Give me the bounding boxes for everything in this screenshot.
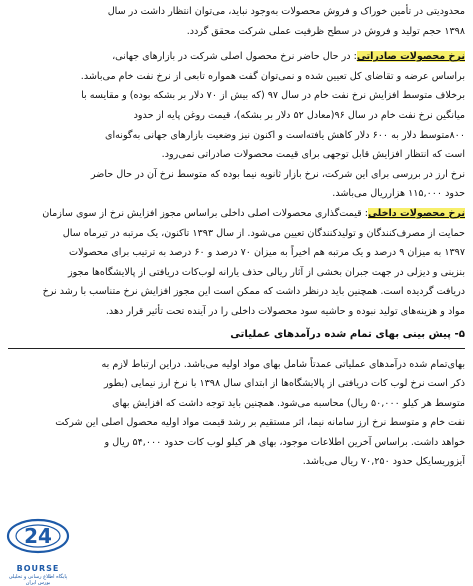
domestic-section-line-5: دریافت گردیده است. همچنین باید درنظر داشت که ممکن است این مجوز افزایش نرخ متناسب با رشد نرخ	[42, 286, 465, 298]
export-section-line-5: ۸۰۰متوسط دلار به ۶۰۰ دلار کاهش یافته‌است و اکنون نیز وضعیت بازارهای جهانی به‌گونه‌ای	[104, 129, 465, 141]
domestic-section-intro: : قیمت‌گذاری محصولات اصلی داخلی براساس مجوز افزایش نرخ از سوی سازمان	[42, 207, 368, 219]
bourse-logo-tagline: پایگاه اطلاع رسانی و تحلیلی بورس ایران	[8, 574, 68, 586]
document-page	[8, 2, 465, 472]
paragraph-5-line-4: نفت خام و متوسط نرخ ارز سامانه نیما، اثر مستقیم بر رشد قیمت مواد اولیه محصول اصلی این شرکت	[55, 417, 465, 429]
section-5-title: پیش بینی بهای تمام شده درآمدهای عملیاتی	[230, 328, 455, 340]
paragraph-5-line-6: آیزوریسایکل حدود ۷۰,۲۵۰ ریال می‌باشد.	[302, 456, 465, 468]
export-section-line-8: حدود ۱۱۵,۰۰۰ هزارریال می‌باشد.	[332, 188, 465, 200]
domestic-section-line-4: بنزینی و دیزلی در جهت جبران بخشی از آثار ریالی حذف یارانه لوب‌کات دریافتی از پالایشگاه‌ها مجوز	[67, 266, 465, 278]
bourse-logo-watermark	[2, 512, 74, 586]
svg-text:24: 24	[24, 524, 52, 548]
paragraph-5-line-3: متوسط هر کیلو ۵۰,۰۰۰ ریال) محاسبه می‌شود. همچنین باید توجه داشت که افزایش بهای	[112, 397, 465, 409]
paragraph-5-line-1: بهای‌تمام شده درآمدهای عملیاتی عمدتاً شامل بهای مواد اولیه می‌باشد. دراین ارتباط لازم به	[101, 358, 465, 370]
paragraph-5-line-2: ذکر است نرخ لوب کات دریافتی از پالایشگاه‌ها از ابتدای سال ۱۳۹۸ با نرخ ارز نیمایی (بطور	[103, 378, 465, 390]
export-section-line-6: است که انتظار افزایش قابل توجهی برای قیمت محصولات صادراتی نمی‌رود.	[161, 149, 465, 161]
section-5-number: ۵-	[454, 328, 465, 340]
export-section-line-1	[8, 47, 465, 67]
section-5-divider	[8, 348, 465, 349]
bourse-logo-icon	[2, 512, 74, 566]
domestic-section-heading: نرخ محصولات داخلی	[367, 207, 465, 219]
export-section-line-4: میانگین نرخ نفت خام در سال ۹۶(معادل ۵۲ دلار بر بشکه)، قیمت روغن پایه از حدود	[133, 109, 465, 121]
domestic-section-line-2: حمایت از مصرف‌کنندگان و تولیدکنندگان تعیین می‌شود. از سال ۱۳۹۳ تاکنون، یک مرتبه در تیرماه سال	[62, 227, 465, 239]
export-section-intro: : در حال حاضر نرخ محصول اصلی شرکت در بازارهای جهانی،	[112, 51, 357, 63]
domestic-section-line-3: ۱۳۹۷ به میزان ۹ درصد و یک مرتبه هم اخیراً به میزان ۷۰ درصد و ۶۰ درصد به ترتیب برای محصولات	[69, 247, 465, 259]
export-section-heading: نرخ محصولات صادراتی	[356, 51, 465, 63]
export-section-line-2: براساس عرضه و تقاضای کل تعیین شده و نمی‌توان گفت همواره تابعی از نرخ نفت خام می‌باشد.	[80, 70, 465, 82]
bourse-logo-text: BOURSE	[16, 564, 60, 573]
paragraph-5-line-5: خواهد داشت. براساس آخرین اطلاعات موجود، بهای هر کیلو لوب کات حدود ۵۴,۰۰۰ ریال و	[104, 436, 465, 448]
domestic-section-line-1	[8, 204, 465, 224]
paragraph-1-line-1: محدودیتی در تأمین خوراک و فروش محصولات به‌وجود نباید، می‌توان انتظار داشت در سال	[107, 6, 465, 17]
export-section-line-3: برخلاف متوسط افزایش نرخ نفت خام در سال ۹۷ (که بیش از ۷۰ دلار بر بشکه بوده) و مقایسه با	[81, 90, 465, 102]
export-section-line-7: نرخ ارز در بررسی برای این شرکت، نرخ بازار ثانویه نیما بوده که متوسط نرخ آن در حال حاضر	[90, 168, 465, 180]
section-5-heading	[8, 324, 465, 346]
domestic-section-line-6: مواد و هزینه‌های تولید نبوده و حاشیه سود محصولات داخلی را در آینده تحت تأثیر قرار دهد.	[105, 305, 465, 317]
paragraph-1-line-2: ۱۳۹۸ حجم تولید و فروش در سطح ظرفیت عملی شرکت محقق گردد.	[186, 25, 465, 37]
